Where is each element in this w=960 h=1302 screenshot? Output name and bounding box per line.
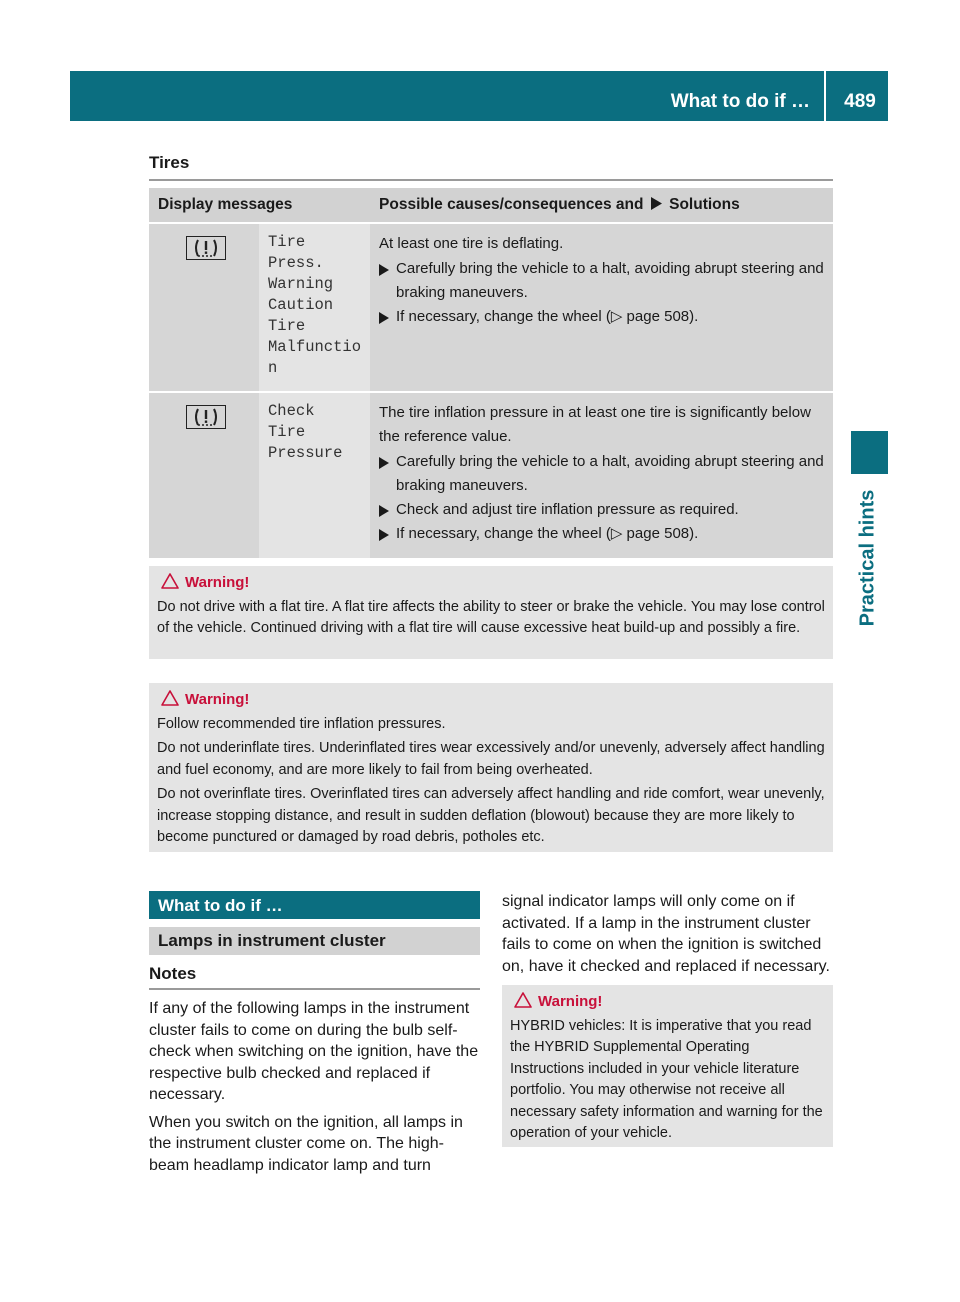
message-line: Malfunctio	[268, 338, 362, 356]
step-arrow-icon	[379, 505, 389, 517]
header-bar	[70, 71, 888, 121]
step-arrow-icon	[379, 312, 389, 324]
solution-step	[379, 522, 824, 546]
warning-heading	[510, 991, 825, 1013]
warning-paragraph: Do not overinflate tires. Overinflated tires can adversely affect handling and ride comfort, wear unevenly, increase stopping distance, and result in sudden deflation (blowout) because they are more likely to become punctured or damaged by road debris, potholes etc.	[157, 786, 825, 845]
page-number: 489	[844, 91, 876, 112]
right-column-text	[502, 891, 835, 983]
display-messages-table	[149, 188, 833, 558]
step-text: If necessary, change the wheel (▷ page 508).	[396, 308, 699, 325]
table-header-row	[149, 188, 833, 224]
header-solutions-label: Solutions	[669, 196, 740, 213]
warning-triangle-icon	[514, 992, 532, 1008]
step-arrow-icon	[379, 529, 389, 541]
body-paragraph: When you switch on the ignition, all lamps in the instrument cluster come on. The high-beam headlamp indicator lamp and turn	[149, 1113, 463, 1174]
step-text: Check and adjust tire inflation pressure as required.	[396, 501, 739, 518]
message-line: Pressure	[268, 444, 343, 462]
solution-step	[379, 257, 824, 305]
cause-text: The tire inflation pressure in at least one tire is significantly below the reference value.	[379, 404, 811, 445]
warning-triangle-icon	[161, 573, 179, 589]
warning-title: Warning!	[185, 574, 250, 591]
cause-text: At least one tire is deflating.	[379, 235, 564, 252]
warning-title: Warning!	[538, 993, 603, 1010]
warning-paragraph: Follow recommended tire inflation pressures.	[157, 715, 446, 732]
table-row	[149, 393, 833, 558]
chapter-bar-title: What to do if …	[149, 891, 480, 919]
warning-box-flat-tire	[149, 566, 833, 659]
warning-box-hybrid	[502, 985, 833, 1147]
solution-step	[379, 450, 824, 498]
section-title: Tires	[149, 153, 833, 181]
message-line: Warning	[268, 275, 334, 293]
warning-box-inflation	[149, 683, 833, 852]
header-display-label: Display messages	[158, 196, 293, 213]
icon-cell	[149, 224, 259, 393]
icon-cell	[149, 393, 259, 558]
warning-heading	[157, 572, 825, 594]
solution-cell	[370, 393, 833, 558]
header-causes-solutions	[370, 188, 833, 224]
step-text: Carefully bring the vehicle to a halt, avoiding abrupt steering and braking maneuvers.	[396, 260, 824, 301]
message-line: Tire	[268, 317, 306, 335]
header-display-messages	[149, 188, 370, 224]
chapter-side-label: Practical hints	[856, 489, 879, 627]
solution-cell	[370, 224, 833, 393]
body-paragraph: signal indicator lamps will only come on if activated. If a lamp in the instrument cluster fails to come on when the ignition is switched on, have it checked and replaced if necessary.	[502, 893, 830, 975]
solution-step	[379, 498, 824, 522]
arrow-right-icon	[651, 197, 662, 210]
body-paragraph: If any of the following lamps in the instrument cluster fails to come on during the bulb self-check when switching on the ignition, have the respective bulb checked and replaced if necessary.	[149, 1000, 479, 1103]
subsection-bar-title: Lamps in instrument cluster	[149, 927, 480, 955]
chapter-thumb-tab	[851, 431, 888, 474]
message-cell	[259, 224, 370, 393]
message-line: Press.	[268, 254, 324, 272]
table-row	[149, 224, 833, 393]
warning-paragraph: Do not drive with a flat tire. A flat tire affects the ability to steer or brake the vehicle. You may lose control of the vehicle. Continued driving with a flat tire will cause excessive heat build-up and possibly a fire.	[157, 598, 825, 636]
left-column-text	[149, 998, 482, 1182]
warning-paragraph: Do not underinflate tires. Underinflated tires wear excessively and/or unevenly, adversely affect handling and fuel economy, and are more likely to fail from being overheated.	[157, 740, 825, 778]
step-arrow-icon	[379, 457, 389, 469]
running-head-title: What to do if …	[671, 71, 826, 121]
message-line: Caution	[268, 296, 334, 314]
step-text: If necessary, change the wheel (▷ page 508).	[396, 525, 699, 542]
warning-heading	[157, 689, 825, 711]
warning-paragraph: HYBRID vehicles: It is imperative that you read the HYBRID Supplemental Operating Instructions included in your vehicle literature portfolio. You may otherwise not receive all necessary safety information and warning for the operation of your vehicle.	[510, 1017, 823, 1141]
message-line: Tire	[268, 423, 306, 441]
message-cell	[259, 393, 370, 558]
notes-heading: Notes	[149, 964, 480, 990]
warning-title: Warning!	[185, 691, 250, 708]
step-arrow-icon	[379, 264, 389, 276]
tire-pressure-warning-icon	[186, 405, 226, 429]
warning-triangle-icon	[161, 690, 179, 706]
message-line: n	[268, 359, 278, 377]
step-text: Carefully bring the vehicle to a halt, avoiding abrupt steering and braking maneuvers.	[396, 453, 824, 494]
message-line: Tire	[268, 233, 306, 251]
tire-pressure-warning-icon	[186, 236, 226, 260]
message-line: Check	[268, 402, 315, 420]
header-causes-label: Possible causes/consequences and	[379, 196, 644, 213]
solution-step	[379, 305, 824, 329]
